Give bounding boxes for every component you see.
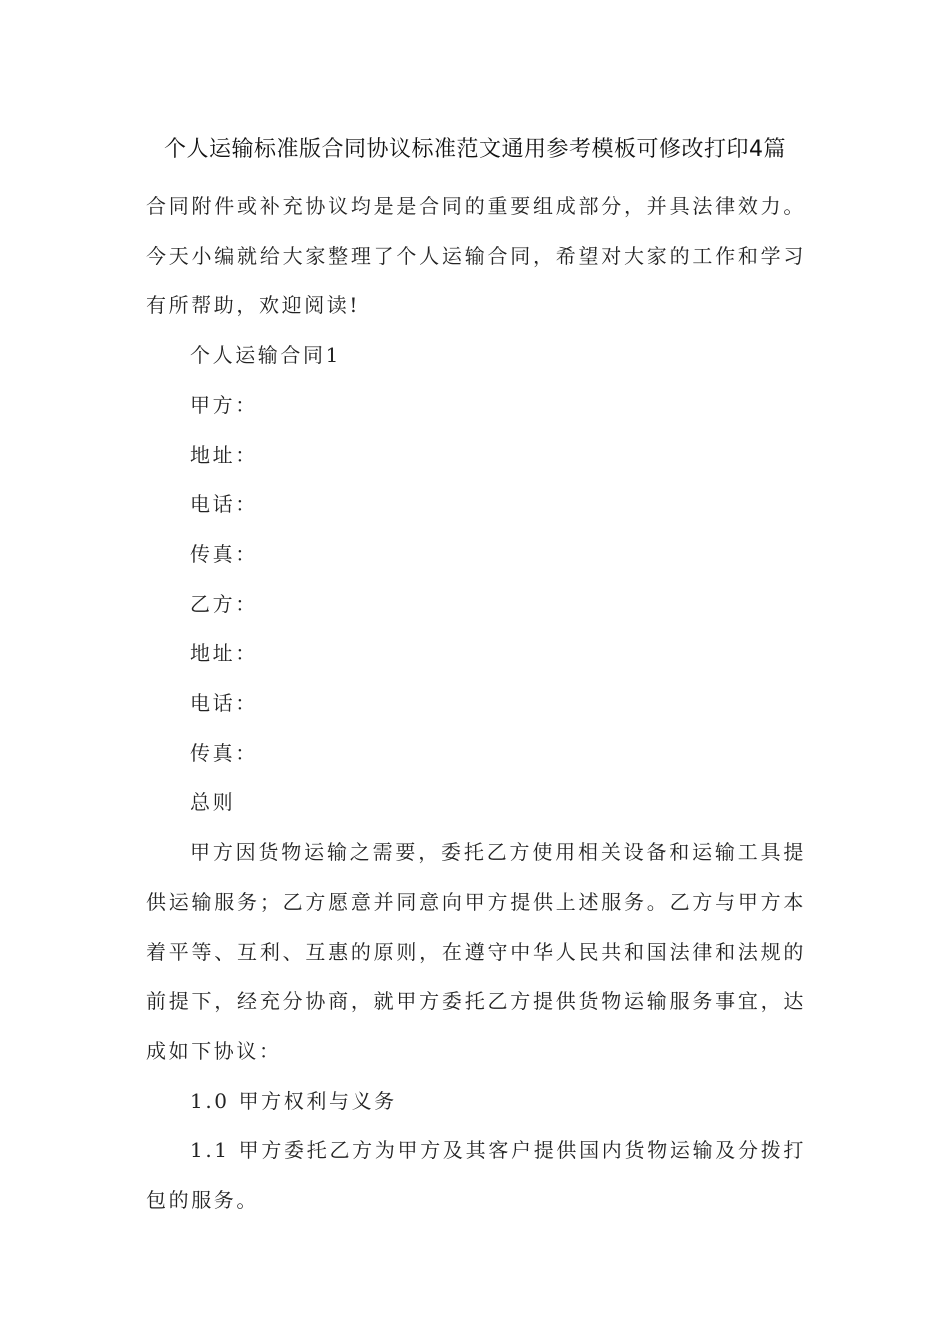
section-1-1-paragraph: 1.1 甲方委托乙方为甲方及其客户提供国内货物运输及分拨打包的服务。 — [146, 1138, 806, 1213]
party-b-phone-label: 电话： — [190, 691, 258, 716]
document-title: 个人运输标准版合同协议标准范文通用参考模板可修改打印4篇 — [164, 137, 786, 162]
party-a-address-label: 地址： — [190, 442, 258, 467]
general-provisions-paragraph: 甲方因货物运输之需要，委托乙方使用相关设备和运输工具提供运输服务；乙方愿意并同意向甲方提供上述服务。乙方与甲方本着平等、互利、互惠的原则，在遵守中华人民共和国法律和法规的前提下，经充分协商，就甲方委托乙方提供货物运输服务事宜，达成如下协议： — [146, 840, 806, 1063]
party-b-address-label: 地址： — [190, 641, 258, 666]
section-1-0-heading: 1.0 甲方权利与义务 — [190, 1088, 397, 1113]
party-b-fax-label: 传真： — [190, 740, 258, 765]
general-provisions-heading: 总则 — [190, 790, 236, 815]
intro-paragraph: 合同附件或补充协议均是是合同的重要组成部分，并具法律效力。今天小编就给大家整理了个人运输合同，希望对大家的工作和学习有所帮助，欢迎阅读! — [146, 194, 806, 318]
party-a-fax-label: 传真： — [190, 541, 258, 566]
party-a-label: 甲方： — [190, 392, 258, 417]
party-a-phone-label: 电话： — [190, 492, 258, 517]
party-b-label: 乙方： — [190, 591, 258, 616]
document-body — [146, 182, 806, 1226]
contract-heading: 个人运输合同1 — [190, 343, 341, 368]
